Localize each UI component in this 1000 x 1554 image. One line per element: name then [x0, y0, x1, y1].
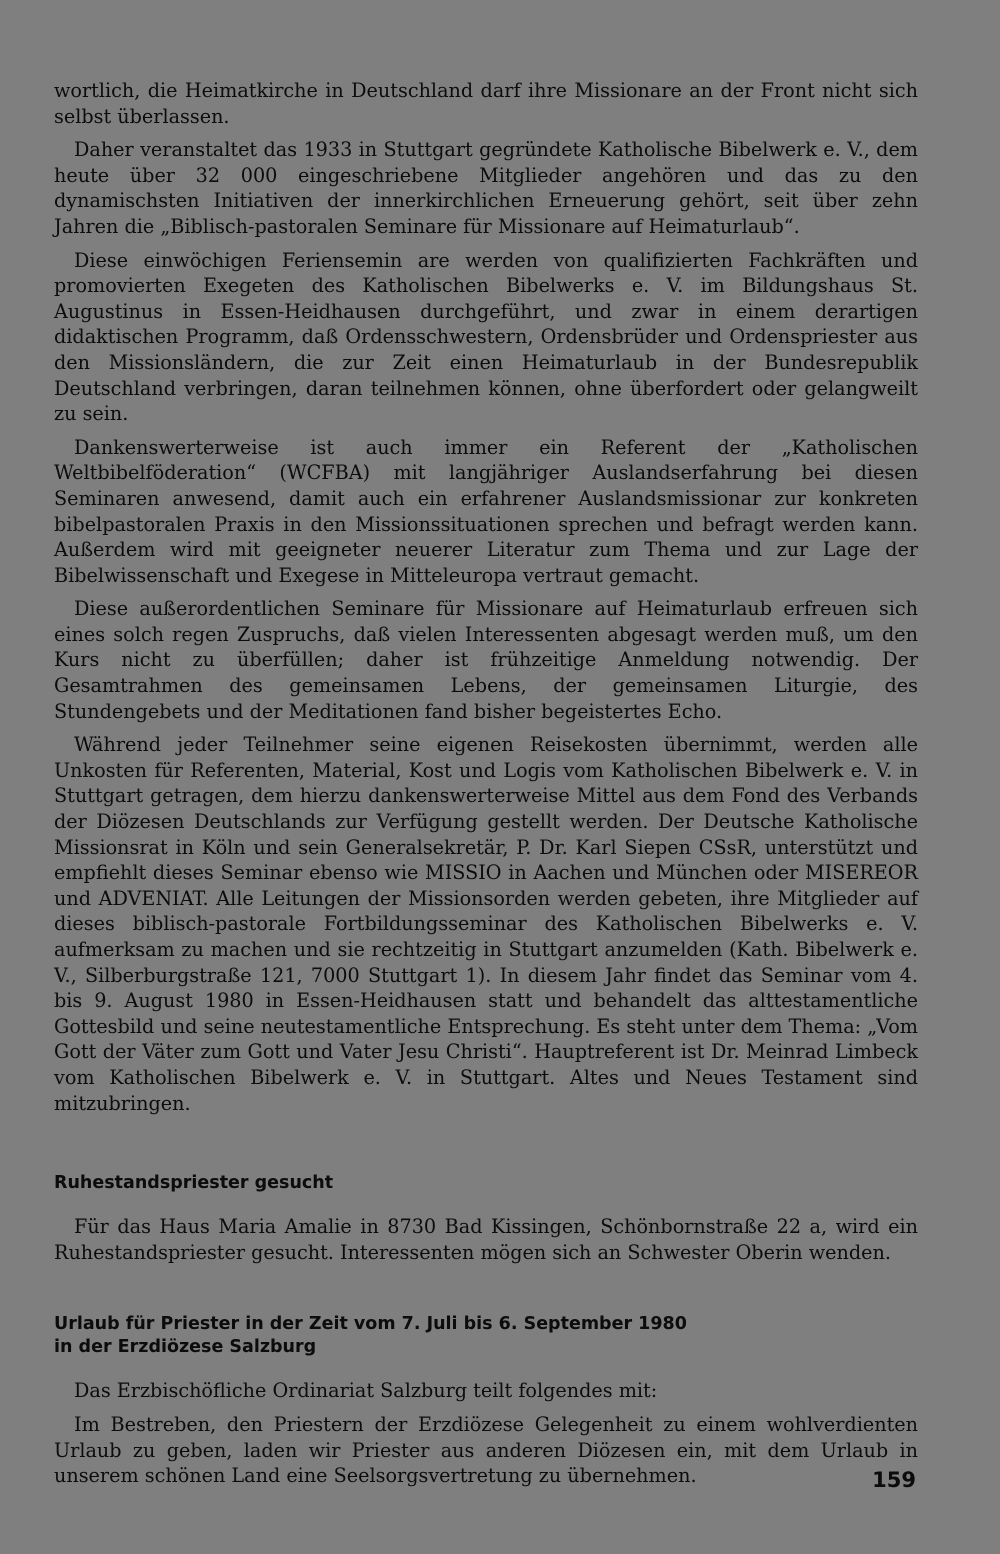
- section-heading: Ruhestandspriester gesucht: [54, 1173, 334, 1194]
- heading-line: in der Erzdiözese Salzburg: [54, 1337, 317, 1358]
- heading-line: Urlaub für Priester in der Zeit vom 7. Juli bis 6. September 1980: [54, 1314, 687, 1335]
- paragraph: Für das Haus Maria Amalie in 8730 Bad Kissingen, Schönbornstraße 22 a, wird ein Ruhestandspriester gesucht. Interessenten mögen sich an Schwester Oberin wenden.: [54, 1215, 918, 1264]
- main-article: [54, 78, 918, 1116]
- paragraph: wortlich, die Heimatkirche in Deutschland darf ihre Missionare an der Front nicht sich selbst überlassen.: [54, 79, 918, 128]
- page-body: [54, 78, 918, 1489]
- paragraph: Im Bestreben, den Priestern der Erzdiözese Gelegenheit zu einem wohlverdienten Urlaub zu geben, laden wir Priester aus anderen Diözesen ein, mit dem Urlaub in unserem schönen Land eine Seelsorgsvertretung zu übernehmen.: [54, 1412, 918, 1488]
- paragraph: Diese einwöchigen Feriensemin are werden von qualifizierten Fachkräften und promovierten Exegeten des Katholischen Bibelwerks e. V. im Bildungshaus St. Augustinus in Essen-Heidhausen durchgeführt, und zwar in einem derartigen didaktischen Programm, daß Ordensschwestern, Ordensbrüder und Ordenspriester aus den Missionsländern, die zur Zeit einen Heimaturlaub in der Bundesrepublik Deutschland verbringen, daran teilnehmen können, ohne überfordert oder gelangweilt zu sein.: [54, 248, 918, 426]
- page-number: 159: [872, 1468, 916, 1492]
- paragraph: Während jeder Teilnehmer seine eigenen Reisekosten übernimmt, werden alle Unkosten für Referenten, Material, Kost und Logis vom Katholischen Bibelwerk e. V. in Stuttgart getragen, dem hierzu dankenswerterweise Mittel aus dem Fond des Verbands der Diözesen Deutschlands zur Verfügung gestellt werden. Der Deutsche Katholische Missionsrat in Köln und sein Generalsekretär, P. Dr. Karl Siepen CSsR, unterstützt und empfiehlt dieses Seminar ebenso wie MISSIO in Aachen und München oder MISEREOR und ADVENIAT. Alle Leitungen der Missionsorden werden gebeten, ihre Mitglieder auf dieses biblisch-pastorale Fortbildungsseminar des Katholischen Bibelwerks e. V. aufmerksam zu machen und sie rechtzeitig in Stuttgart anzumelden (Kath. Bibelwerk e. V., Silberburgstraße 121, 7000 Stuttgart 1). In diesem Jahr findet das Seminar vom 4. bis 9. August 1980 in Essen-Heidhausen statt und behandelt das alttestamentliche Gottesbild und seine neutestamentliche Entsprechung. Es steht unter dem Thema: „Vom Gott der Väter zum Gott und Vater Jesu Christi“. Hauptreferent ist Dr. Meinrad Limbeck vom Katholischen Bibelwerk e. V. in Stuttgart. Altes und Neues Testament sind mitzubringen.: [54, 733, 918, 1115]
- paragraph: Diese außerordentlichen Seminare für Missionare auf Heimaturlaub erfreuen sich eines solch regen Zuspruchs, daß vielen Interessenten abgesagt werden muß, um den Kurs nicht zu überfüllen; daher ist frühzeitige Anmeldung notwendig. Der Gesamtrahmen des gemeinsamen Lebens, der gemeinsamen Liturgie, des Stundengebets und der Meditationen fand bisher begeistertes Echo.: [54, 597, 918, 723]
- section-heading: [54, 1313, 918, 1359]
- urlaub-section: [54, 1313, 918, 1488]
- paragraph: Daher veranstaltet das 1933 in Stuttgart gegründete Katholische Bibelwerk e. V., dem heute über 32 000 eingeschriebene Mitglieder angehören und das zu den dynamischsten Initiativen der innerkirchlichen Erneuerung gehört, seit über zehn Jahren die „Biblisch-pastoralen Seminare für Missionare auf Heimaturlaub“.: [54, 138, 918, 238]
- paragraph: Dankenswerterweise ist auch immer ein Referent der „Katholischen Weltbibelföderation“ (WCFBA) mit langjähriger Auslandserfahrung bei diesen Seminaren anwesend, damit auch ein erfahrener Auslandsmissionar zur konkreten bibelpastoralen Praxis in den Missionssituationen sprechen und befragt werden kann. Außerdem wird mit geeigneter neuerer Literatur zum Thema und zur Lage der Bibelwissenschaft und Exegese in Mitteleuropa vertraut gemacht.: [54, 435, 918, 587]
- ruhestand-section: [54, 1172, 918, 1265]
- paragraph: Das Erzbischöfliche Ordinariat Salzburg teilt folgendes mit:: [74, 1379, 658, 1403]
